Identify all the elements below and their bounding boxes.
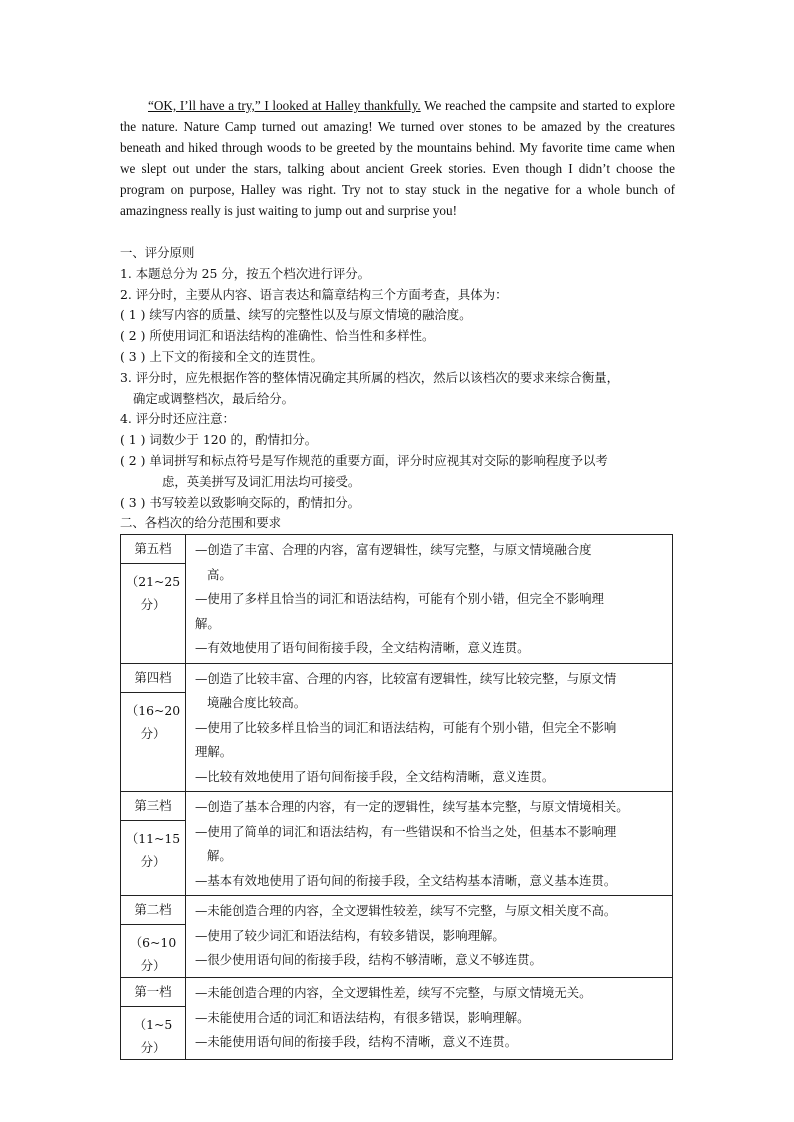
grade-level-name: 第五档 — [121, 535, 185, 564]
grade-description: —创造了丰富、合理的内容，富有逻辑性，续写完整，与原文情境融合度 高。 —使用了多样且恰当的词汇和语法结构，可能有个别小错，但完全不影响理 解。 —有效地使用了语句间衔接手段，全文结构清晰，意义连贯。 — [186, 535, 673, 664]
grade-description: —未能创造合理的内容，全文逻辑性较差，续写不完整，与原文相关度不高。 —使用了较少词汇和语法结构，有较多错误，影响理解。 —很少使用语句间的衔接手段，结构不够清晰，意义不够连贯。 — [186, 896, 673, 978]
rule-4-item-1: ( 1 ) 词数少于 120 的，酌情扣分。 — [120, 432, 318, 448]
grade-score-range: （21~25 分） — [125, 574, 181, 612]
grade-score-range: （11~15 分） — [125, 831, 181, 869]
grade-row — [121, 792, 673, 896]
grade-row — [121, 535, 673, 664]
grade-level-name: 第三档 — [121, 792, 185, 821]
grade-level-name: 第四档 — [121, 664, 185, 693]
essay-body-text: We reached the campsite and started to explore the nature. Nature Camp turned out amazing! We turned over stones to be amazed by the creatures beneath and hiked through woods to be greeted by the mountains behind. My favorite time came when we slept out under the stars, talking about ancient Greek stories. Even though I didn’t choose the program on purpose, Halley was right. Try not to stay stuck in the negative for a whole bunch of amazingness really is just waiting to jump out and surprise you! — [120, 98, 675, 218]
rule-1: 1. 本题总分为 25 分，按五个档次进行评分。 — [120, 265, 371, 281]
rule-3: 3. 评分时，应先根据作答的整体情况确定其所属的档次，然后以该档次的要求来综合衡量， — [120, 369, 619, 385]
grade-score-range: （6~10 分） — [129, 935, 177, 973]
grade-score-range: （16~20 分） — [125, 702, 181, 741]
grade-description: —创造了基本合理的内容，有一定的逻辑性，续写基本完整，与原文情境相关。 —使用了简单的词汇和语法结构，有一些错误和不恰当之处，但基本不影响理 解。 —基本有效地使用了语句间的衔接手段，全文结构基本清晰，意义基本连贯。 — [186, 792, 673, 896]
rule-4-item-2-continued: 虑，英美拼写及词汇用法均可接受。 — [162, 473, 361, 489]
rule-4: 4. 评分时还应注意： — [120, 411, 235, 427]
rule-4-item-3: ( 3 ) 书写较差以致影响交际的，酌情扣分。 — [120, 494, 361, 510]
rule-4-item-2: ( 2 ) 单词拼写和标点符号是写作规范的重要方面，评分时应视其对交际的影响程度予以考 — [120, 452, 608, 468]
rule-2-item-3: ( 3 ) 上下文的衔接和全文的连贯性。 — [120, 348, 323, 364]
grade-level-name: 第一档 — [121, 978, 185, 1007]
grade-table — [120, 534, 673, 1060]
section-heading-principles: 一、评分原则 — [120, 245, 195, 260]
scoring-rules — [120, 243, 680, 534]
rule-3-continued: 确定或调整档次，最后给分。 — [133, 390, 295, 406]
grade-level-name: 第二档 — [121, 896, 185, 925]
grade-row — [121, 978, 673, 1060]
grade-row — [121, 896, 673, 978]
rule-2-item-1: ( 1 ) 续写内容的质量、续写的完整性以及与原文情境的融洽度。 — [120, 307, 472, 323]
grade-description: —创造了比较丰富、合理的内容，比较富有逻辑性，续写比较完整，与原文情 境融合度比较高。 —使用了比较多样且恰当的词汇和语法结构，可能有个别小错，但完全不影响 理解。 —比较有效地使用了语句间衔接手段，全文结构清晰，意义连贯。 — [186, 663, 673, 792]
essay-underlined-sentence: “OK, I’ll have a try,” I looked at Halley thankfully. — [148, 98, 421, 113]
section-heading-levels: 二、各档次的给分范围和要求 — [120, 515, 282, 531]
grade-description: —未能创造合理的内容，全文逻辑性差，续写不完整，与原文情境无关。 —未能使用合适的词汇和语法结构，有很多错误，影响理解。 —未能使用语句间的衔接手段，结构不清晰，意义不连贯。 — [186, 978, 673, 1060]
rule-2: 2. 评分时，主要从内容、语言表达和篇章结构三个方面考查，具体为： — [120, 286, 508, 302]
grade-row — [121, 663, 673, 792]
grade-score-range: （1~5 分） — [133, 1017, 173, 1055]
rule-2-item-2: ( 2 ) 所使用词汇和语法结构的准确性、恰当性和多样性。 — [120, 328, 435, 344]
essay-paragraph — [120, 95, 675, 221]
